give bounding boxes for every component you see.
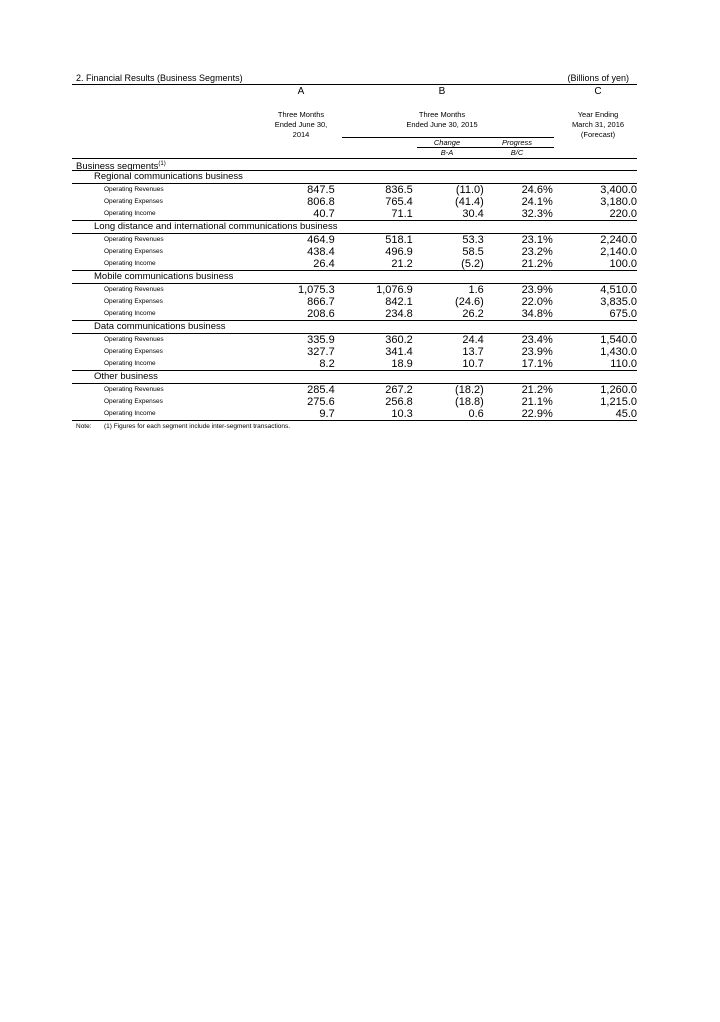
value-b: 267.2 xyxy=(385,384,413,396)
note-text: (1) Figures for each segment include inter-segment transactions. xyxy=(104,423,291,430)
row-label: Operating Expenses xyxy=(104,248,163,255)
segment-header-row xyxy=(72,171,637,184)
segment-header-row xyxy=(72,371,637,384)
value-b: 360.2 xyxy=(385,334,413,346)
row-label: Operating Revenues xyxy=(104,186,164,193)
row-label: Operating Revenues xyxy=(104,336,164,343)
segment-name: Data communications business xyxy=(72,321,637,334)
table-row xyxy=(72,196,637,208)
value-progress: 24.1% xyxy=(521,196,553,208)
value-a: 8.2 xyxy=(265,358,335,371)
financial-results-page xyxy=(72,70,637,420)
value-c: 3,400.0 xyxy=(600,184,637,196)
table-row xyxy=(72,246,637,258)
value-c: 1,540.0 xyxy=(600,334,637,346)
value-a: 847.5 xyxy=(307,184,335,196)
table-row xyxy=(72,408,637,421)
segment-header-row xyxy=(72,321,637,334)
segments-table xyxy=(72,171,637,421)
row-label: Operating Expenses xyxy=(104,298,163,305)
column-a-line3: 2014 xyxy=(292,130,310,139)
segment-name: Long distance and international communications business xyxy=(72,221,637,234)
value-progress: 23.9% xyxy=(521,346,553,358)
table-row xyxy=(72,208,637,221)
row-label: Operating Income xyxy=(72,358,265,371)
value-a: 866.7 xyxy=(307,296,335,308)
value-b: 18.9 xyxy=(335,358,413,371)
value-progress: 23.1% xyxy=(521,234,553,246)
value-b: 765.4 xyxy=(385,196,413,208)
value-a: 1,075.3 xyxy=(298,284,335,296)
value-progress: 17.1% xyxy=(484,358,553,371)
units-label: (Billions of yen) xyxy=(567,73,629,83)
value-a: 438.4 xyxy=(307,246,335,258)
value-change: 1.6 xyxy=(468,284,484,296)
value-c: 4,510.0 xyxy=(600,284,637,296)
value-progress: 22.9% xyxy=(484,408,553,421)
business-segments-text: Business segments xyxy=(76,161,159,173)
value-b: 836.5 xyxy=(385,184,413,196)
value-change: (24.6) xyxy=(455,296,484,308)
value-progress: 21.2% xyxy=(484,258,553,271)
value-c: 100.0 xyxy=(553,258,637,271)
value-change: 53.3 xyxy=(462,234,484,246)
value-change: (5.2) xyxy=(413,258,484,271)
value-b: 21.2 xyxy=(335,258,413,271)
value-b: 1,076.9 xyxy=(376,284,413,296)
value-c: 1,260.0 xyxy=(600,384,637,396)
value-a: 806.8 xyxy=(307,196,335,208)
value-b: 71.1 xyxy=(335,208,413,221)
title-row xyxy=(72,70,637,85)
table-row xyxy=(72,358,637,371)
row-label: Operating Revenues xyxy=(104,236,164,243)
column-a-line2: Ended June 30, xyxy=(274,120,328,129)
value-c: 220.0 xyxy=(553,208,637,221)
segment-header-row xyxy=(72,271,637,284)
value-change: (18.2) xyxy=(455,384,484,396)
progress-header: Progress xyxy=(501,138,532,147)
column-b-header xyxy=(382,110,502,130)
row-label: Operating Expenses xyxy=(104,198,163,205)
value-progress: 23.2% xyxy=(521,246,553,258)
row-label: Operating Income xyxy=(72,408,265,421)
value-b: 842.1 xyxy=(385,296,413,308)
column-b-letter: B xyxy=(438,86,446,97)
table-row xyxy=(72,234,637,247)
value-progress: 34.8% xyxy=(484,308,553,321)
value-progress: 32.3% xyxy=(484,208,553,221)
value-a: 464.9 xyxy=(307,234,335,246)
value-change: 58.5 xyxy=(462,246,484,258)
value-c: 2,140.0 xyxy=(600,246,637,258)
value-c: 45.0 xyxy=(553,408,637,421)
value-b: 10.3 xyxy=(335,408,413,421)
column-c-line3: (Forecast) xyxy=(580,130,616,139)
value-progress: 22.0% xyxy=(521,296,553,308)
value-change: 13.7 xyxy=(462,346,484,358)
segment-name: Mobile communications business xyxy=(72,271,637,284)
row-label: Operating Income xyxy=(72,208,265,221)
value-change: 0.6 xyxy=(413,408,484,421)
row-label: Operating Expenses xyxy=(104,348,163,355)
value-b: 256.8 xyxy=(385,396,413,408)
column-a-line1: Three Months xyxy=(277,110,325,119)
table-row xyxy=(72,384,637,397)
table-row xyxy=(72,308,637,321)
value-c: 2,240.0 xyxy=(600,234,637,246)
table-row xyxy=(72,346,637,358)
value-c: 675.0 xyxy=(553,308,637,321)
row-label: Operating Income xyxy=(72,258,265,271)
value-change: 24.4 xyxy=(462,334,484,346)
value-c: 3,835.0 xyxy=(600,296,637,308)
column-c-letter: C xyxy=(594,86,602,97)
table-row xyxy=(72,334,637,347)
column-letters xyxy=(72,85,637,107)
value-change: 30.4 xyxy=(413,208,484,221)
row-label: Operating Revenues xyxy=(104,386,164,393)
change-formula: B-A xyxy=(440,148,454,157)
table-row xyxy=(72,396,637,408)
segment-name: Other business xyxy=(72,371,637,384)
value-b: 518.1 xyxy=(385,234,413,246)
column-b-line1: Three Months xyxy=(418,110,466,119)
value-c: 110.0 xyxy=(553,358,637,371)
value-a: 327.7 xyxy=(307,346,335,358)
column-c-line2: March 31, 2016 xyxy=(571,120,625,129)
value-b: 496.9 xyxy=(385,246,413,258)
value-change: (11.0) xyxy=(455,184,484,196)
value-a: 335.9 xyxy=(307,334,335,346)
column-b-line2: Ended June 30, 2015 xyxy=(406,120,478,129)
value-c: 1,215.0 xyxy=(600,396,637,408)
row-label: Operating Expenses xyxy=(104,398,163,405)
table-row xyxy=(72,184,637,197)
table-row xyxy=(72,258,637,271)
progress-formula: B/C xyxy=(510,148,524,157)
value-progress: 21.1% xyxy=(521,396,553,408)
column-c-header xyxy=(548,110,648,140)
value-a: 9.7 xyxy=(265,408,335,421)
row-label: Operating Revenues xyxy=(104,286,164,293)
value-a: 275.6 xyxy=(307,396,335,408)
column-a-letter: A xyxy=(297,86,305,97)
value-change: (18.8) xyxy=(455,396,484,408)
note-label: Note: xyxy=(76,423,92,430)
value-b: 234.8 xyxy=(335,308,413,321)
value-progress: 23.4% xyxy=(521,334,553,346)
value-a: 208.6 xyxy=(265,308,335,321)
value-a: 40.7 xyxy=(265,208,335,221)
row-label: Operating Income xyxy=(72,308,265,321)
change-header: Change xyxy=(433,138,461,147)
page-title: 2. Financial Results (Business Segments) xyxy=(76,73,243,83)
value-a: 285.4 xyxy=(307,384,335,396)
segment-name: Regional communications business xyxy=(72,171,637,184)
value-c: 1,430.0 xyxy=(600,346,637,358)
value-a: 26.4 xyxy=(265,258,335,271)
value-progress: 21.2% xyxy=(521,384,553,396)
value-change: 10.7 xyxy=(413,358,484,371)
business-segments-footnote-ref: (1) xyxy=(158,161,166,167)
column-a-header xyxy=(251,110,351,140)
table-row xyxy=(72,296,637,308)
segment-header-row xyxy=(72,221,637,234)
table-row xyxy=(72,284,637,297)
value-change: (41.4) xyxy=(455,196,484,208)
value-change: 26.2 xyxy=(413,308,484,321)
value-progress: 24.6% xyxy=(521,184,553,196)
column-c-line1: Year Ending xyxy=(577,110,619,119)
value-c: 3,180.0 xyxy=(600,196,637,208)
value-b: 341.4 xyxy=(385,346,413,358)
value-progress: 23.9% xyxy=(521,284,553,296)
